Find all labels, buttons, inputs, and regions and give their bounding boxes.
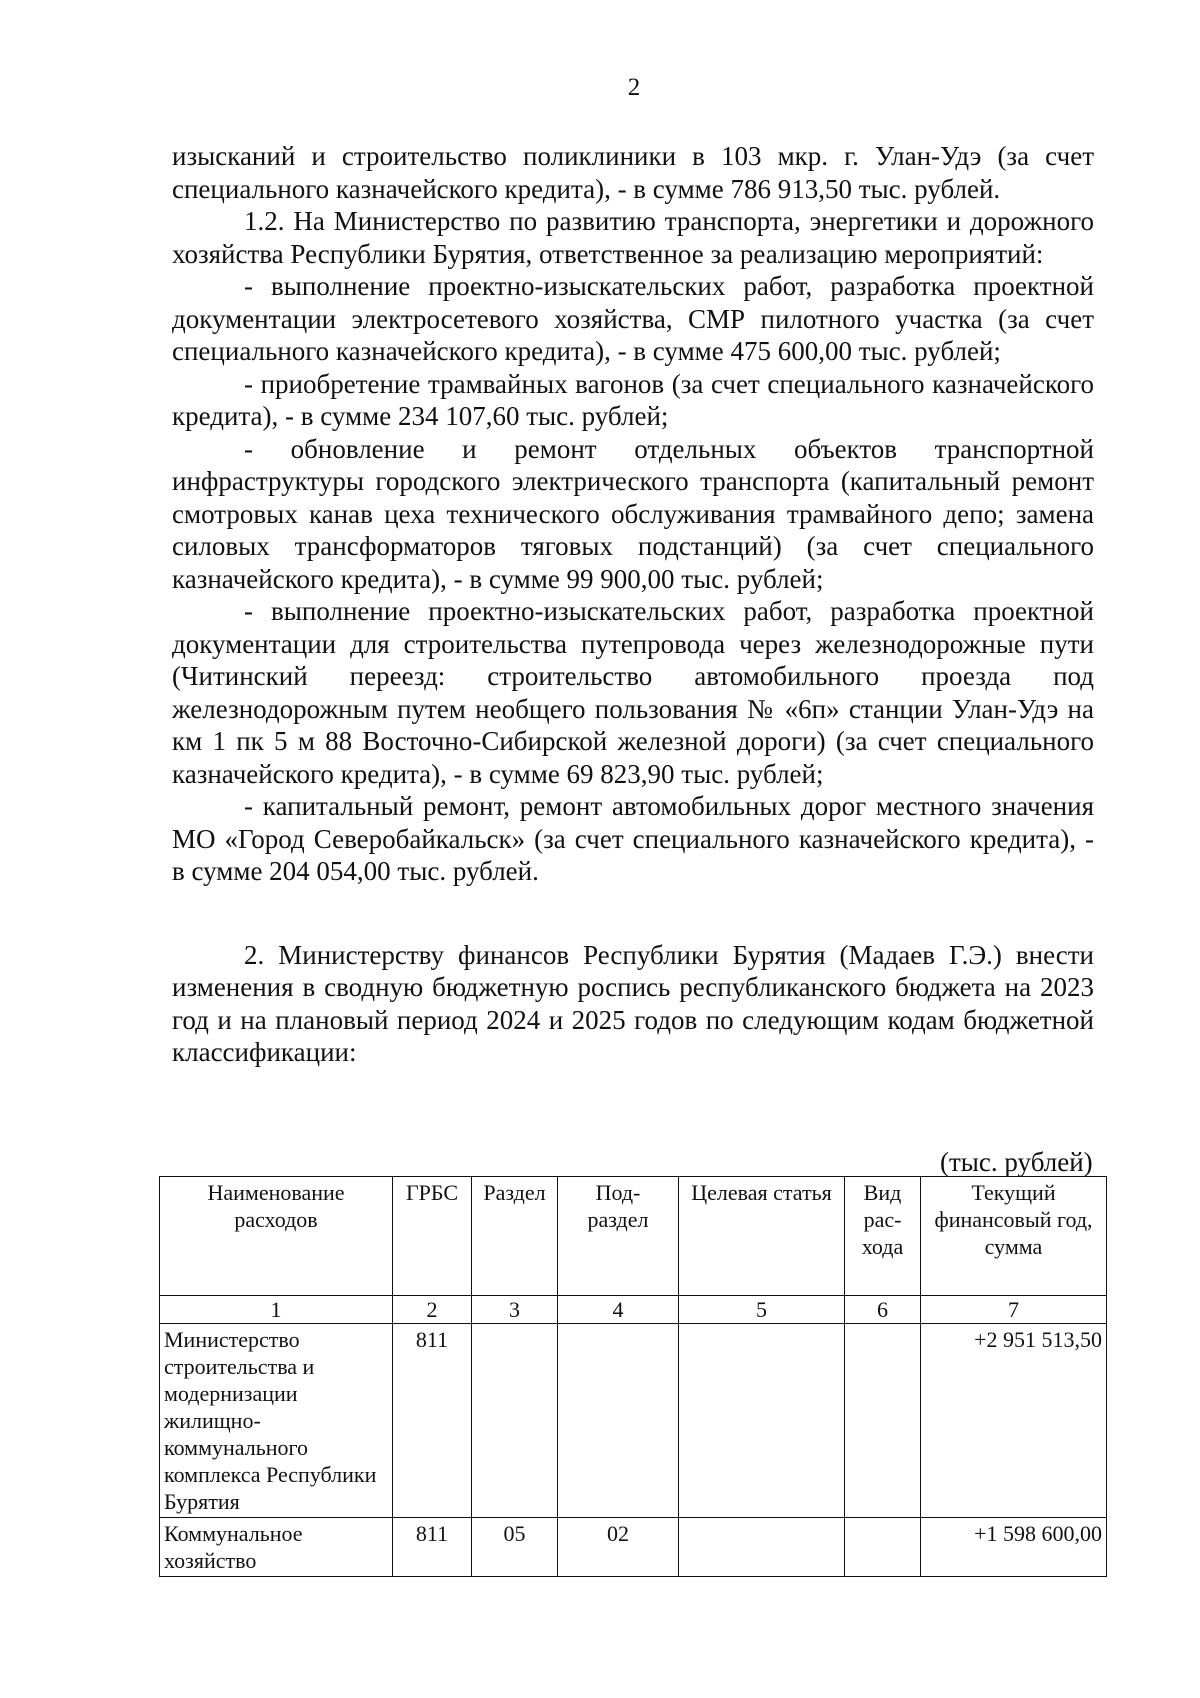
expense-name-cell: Министерство строительства и модернизации жилищно-коммунального комплекса Республики Бурятия	[160, 1324, 393, 1518]
paragraph: 2. Министерству финансов Республики Бурятия (Мадаев Г.Э.) внести изменения в сводную бюджетную роспись республиканского бюджета на 2023 год и на плановый период 2024 и 2025 годов по следующим кодам бюджетной классификации:	[172, 939, 1094, 1067]
summa-cell: +2 951 513,50	[921, 1324, 1107, 1518]
units-label: (тыс. рублей)	[940, 1147, 1093, 1177]
column-number-row	[160, 1296, 1107, 1324]
page-number: 2	[627, 74, 641, 101]
paragraph: - капитальный ремонт, ремонт автомобильных дорог местного значения МО «Город Северобайкальск» (за счет специального казначейского кредита), - в сумме 204 054,00 тыс. рублей.	[172, 791, 1094, 886]
table-row	[160, 1518, 1107, 1577]
header-cell: Наименование расходов	[160, 1177, 393, 1296]
column-number: 3	[472, 1296, 558, 1324]
razdel-cell	[472, 1324, 558, 1518]
body-text	[172, 140, 1094, 1069]
budget-table	[159, 1176, 1107, 1577]
paragraph: изысканий и строительство поликлиники в 103 мкр. г. Улан-Удэ (за счет специального казначейского кредита), - в сумме 786 913,50 тыс. рублей.	[172, 141, 1094, 204]
header-cell: ГРБС	[393, 1177, 472, 1296]
header-cell: Текущий финансовый год, сумма	[921, 1177, 1107, 1296]
paragraph: - приобретение трамвайных вагонов (за счет специального казначейского кредита), - в сумме 234 107,60 тыс. рублей;	[172, 368, 1094, 431]
tselevaya-statya-cell	[679, 1324, 845, 1518]
header-cell: Раздел	[472, 1177, 558, 1296]
column-number: 2	[393, 1296, 472, 1324]
column-number: 5	[679, 1296, 845, 1324]
expense-name-cell: Коммунальное хозяйство	[160, 1518, 393, 1577]
table-row	[160, 1324, 1107, 1518]
paragraph: - выполнение проектно-изыскательских работ, разработка проектной документации электросетевого хозяйства, СМР пилотного участка (за счет специального казначейского кредита), - в сумме 475 600,00 тыс. рублей;	[172, 271, 1094, 366]
podrazdel-cell: 02	[558, 1518, 679, 1577]
vid-raskhoda-cell	[845, 1518, 921, 1577]
header-cell: Вид рас- хода	[845, 1177, 921, 1296]
razdel-cell: 05	[472, 1518, 558, 1577]
header-cell: Целевая статья	[679, 1177, 845, 1296]
summa-cell: +1 598 600,00	[921, 1518, 1107, 1577]
paragraph: - выполнение проектно-изыскательских работ, разработка проектной документации для строительства путепровода через железнодорожные пути (Читинский переезд: строительство автомобильного проезда под железнодорожным путем необщего пользования № «6п» станции Улан-Удэ на км 1 пк 5 м 88 Восточно-Сибирской железной дороги) (за счет специального казначейского кредита), - в сумме 69 823,90 тыс. рублей;	[172, 596, 1094, 789]
paragraph: - обновление и ремонт отдельных объектов транспортной инфраструктуры городского электрического транспорта (капитальный ремонт смотровых канав цеха технического обслуживания трамвайного депо; замена силовых трансформаторов тяговых подстанций) (за счет специального казначейского кредита), - в сумме 99 900,00 тыс. рублей;	[172, 433, 1094, 594]
podrazdel-cell	[558, 1324, 679, 1518]
paragraph: 1.2. На Министерство по развитию транспорта, энергетики и дорожного хозяйства Республики Бурятия, ответственное за реализацию мероприятий:	[172, 206, 1094, 269]
vid-raskhoda-cell	[845, 1324, 921, 1518]
column-number: 1	[160, 1296, 393, 1324]
column-number: 4	[558, 1296, 679, 1324]
table-header-row	[160, 1177, 1107, 1296]
tselevaya-statya-cell	[679, 1518, 845, 1577]
grbs-cell: 811	[393, 1518, 472, 1577]
column-number: 7	[921, 1296, 1107, 1324]
header-cell: Под- раздел	[558, 1177, 679, 1296]
grbs-cell: 811	[393, 1324, 472, 1518]
column-number: 6	[845, 1296, 921, 1324]
